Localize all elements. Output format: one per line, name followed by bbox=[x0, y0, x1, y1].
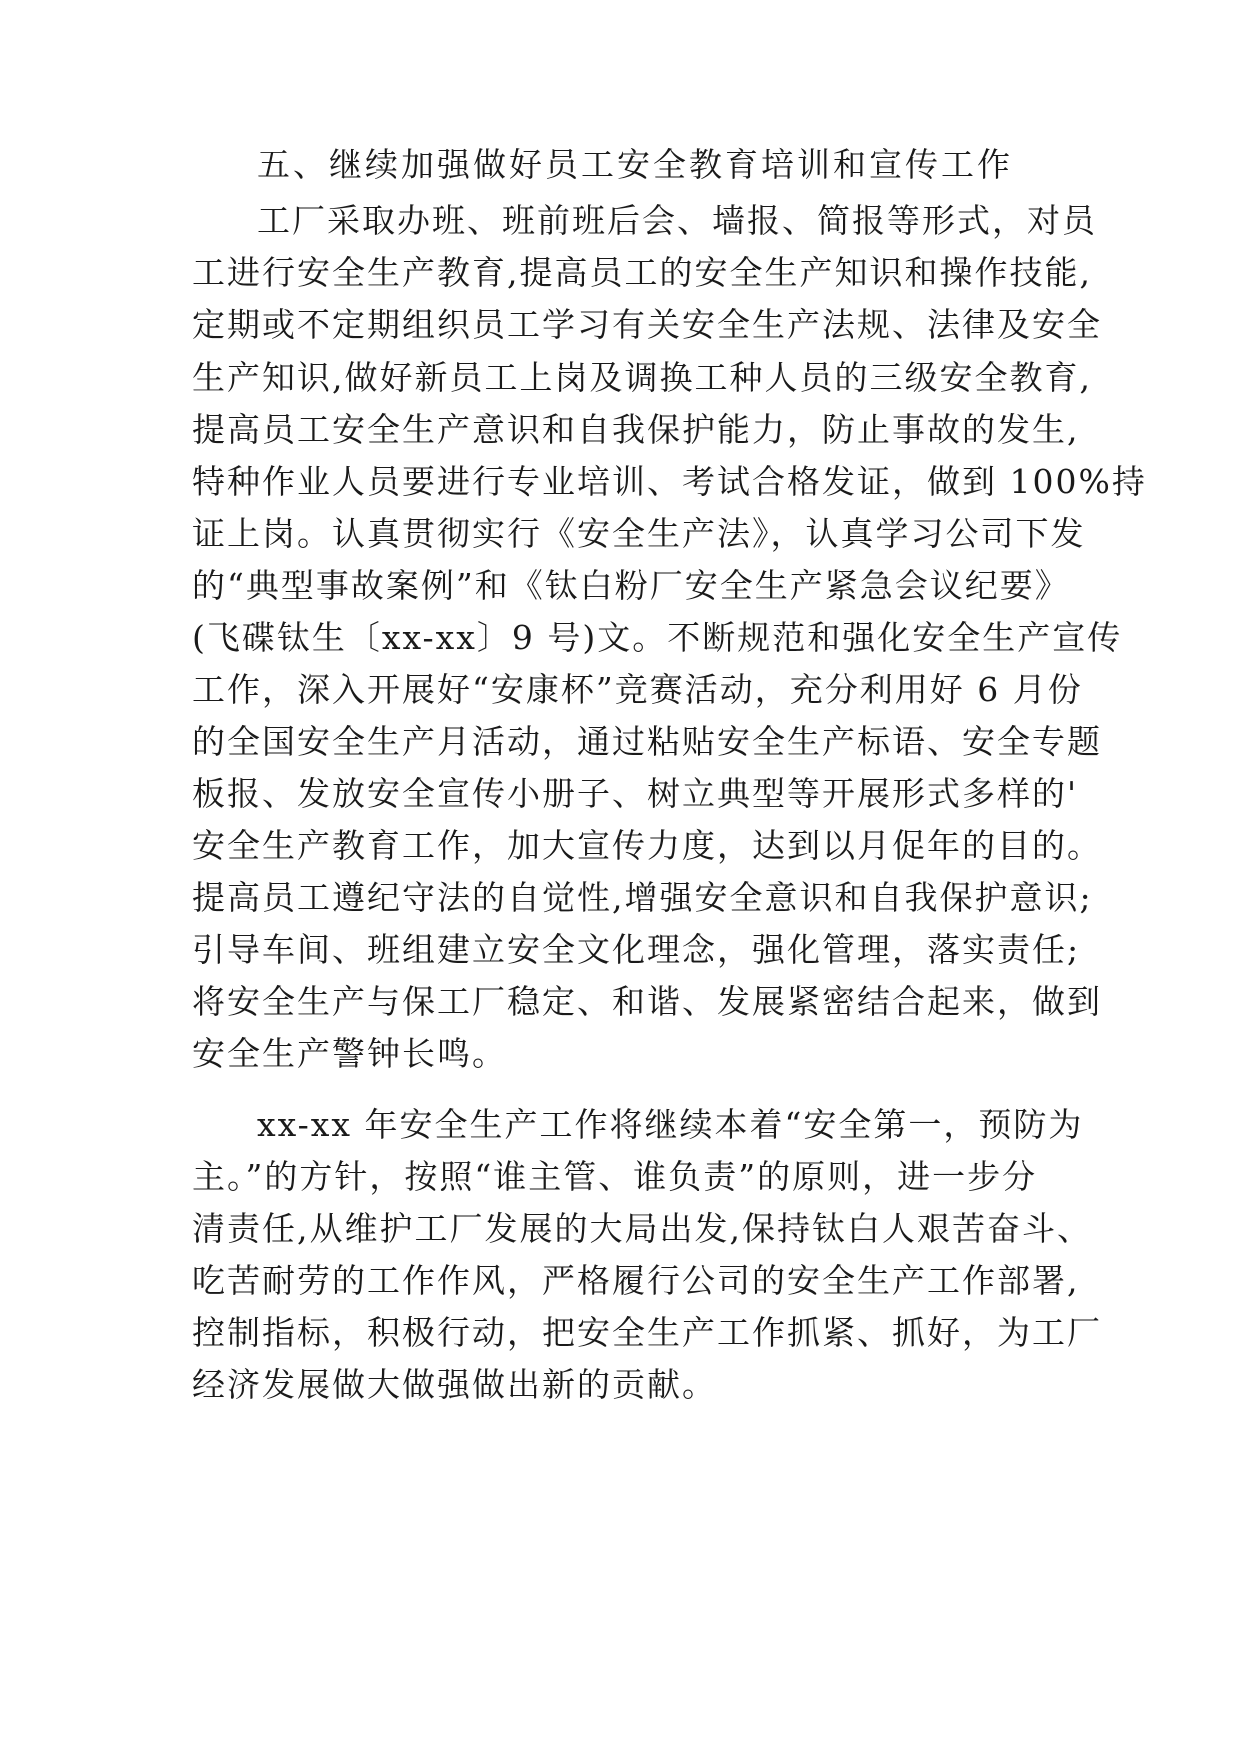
paragraph1-line-10: 工作，深入开展好“安康杯”竞赛活动，充分利用好 6 月份 bbox=[192, 670, 1083, 709]
paragraph1-line-1: 工厂采取办班、班前班后会、墙报、简报等形式，对员 bbox=[257, 201, 1097, 240]
paragraph2-line-6: 经济发展做大做强做出新的贡献。 bbox=[192, 1365, 717, 1404]
paragraph1-line-3: 定期或不定期组织员工学习有关安全生产法规、法律及安全 bbox=[192, 305, 1102, 344]
paragraph1-line-17: 安全生产警钟长鸣。 bbox=[192, 1034, 507, 1073]
paragraph1-line-9: (飞碟钛生〔xx-xx〕9 号)文。不断规范和强化安全生产宣传 bbox=[192, 618, 1123, 657]
paragraph1-line-4: 生产知识,做好新员工上岗及调换工种人员的三级安全教育, bbox=[192, 358, 1092, 397]
paragraph2-line-1: xx-xx 年安全生产工作将继续本着“安全第一，预防为 bbox=[257, 1105, 1084, 1144]
paragraph1-line-11: 的全国安全生产月活动，通过粘贴安全生产标语、安全专题 bbox=[192, 722, 1102, 761]
paragraph1-line-8: 的“典型事故案例”和《钛白粉厂安全生产紧急会议纪要》 bbox=[192, 566, 1070, 605]
paragraph2-line-5: 控制指标，积极行动，把安全生产工作抓紧、抓好，为工厂 bbox=[192, 1313, 1102, 1352]
paragraph1-line-13: 安全生产教育工作，加大宣传力度，达到以月促年的目的。 bbox=[192, 826, 1102, 865]
paragraph1-line-16: 将安全生产与保工厂稳定、和谐、发展紧密结合起来，做到 bbox=[192, 982, 1102, 1021]
paragraph1-line-7: 证上岗。认真贯彻实行《安全生产法》，认真学习公司下发 bbox=[192, 514, 1086, 553]
paragraph1-line-6: 特种作业人员要进行专业培训、考试合格发证，做到 100%持 bbox=[192, 462, 1147, 501]
paragraph2-line-2: 主。”的方针，按照“谁主管、谁负责”的原则，进一步分 bbox=[192, 1157, 1038, 1196]
paragraph1-line-12: 板报、发放安全宣传小册子、树立典型等开展形式多样的' bbox=[192, 774, 1079, 813]
paragraph1-line-5: 提高员工安全生产意识和自我保护能力，防止事故的发生, bbox=[192, 410, 1080, 449]
paragraph1-line-14: 提高员工遵纪守法的自觉性,增强安全意识和自我保护意识; bbox=[192, 878, 1093, 917]
section-heading: 五、继续加强做好员工安全教育培训和宣传工作 bbox=[257, 145, 1013, 184]
paragraph1-line-15: 引导车间、班组建立安全文化理念，强化管理，落实责任; bbox=[192, 930, 1081, 969]
paragraph2-line-3: 清责任,从维护工厂发展的大局出发,保持钛白人艰苦奋斗、 bbox=[192, 1209, 1092, 1248]
paragraph1-line-2: 工进行安全生产教育,提高员工的安全生产知识和操作技能, bbox=[192, 253, 1092, 292]
paragraph2-line-4: 吃苦耐劳的工作作风，严格履行公司的安全生产工作部署, bbox=[192, 1261, 1080, 1300]
